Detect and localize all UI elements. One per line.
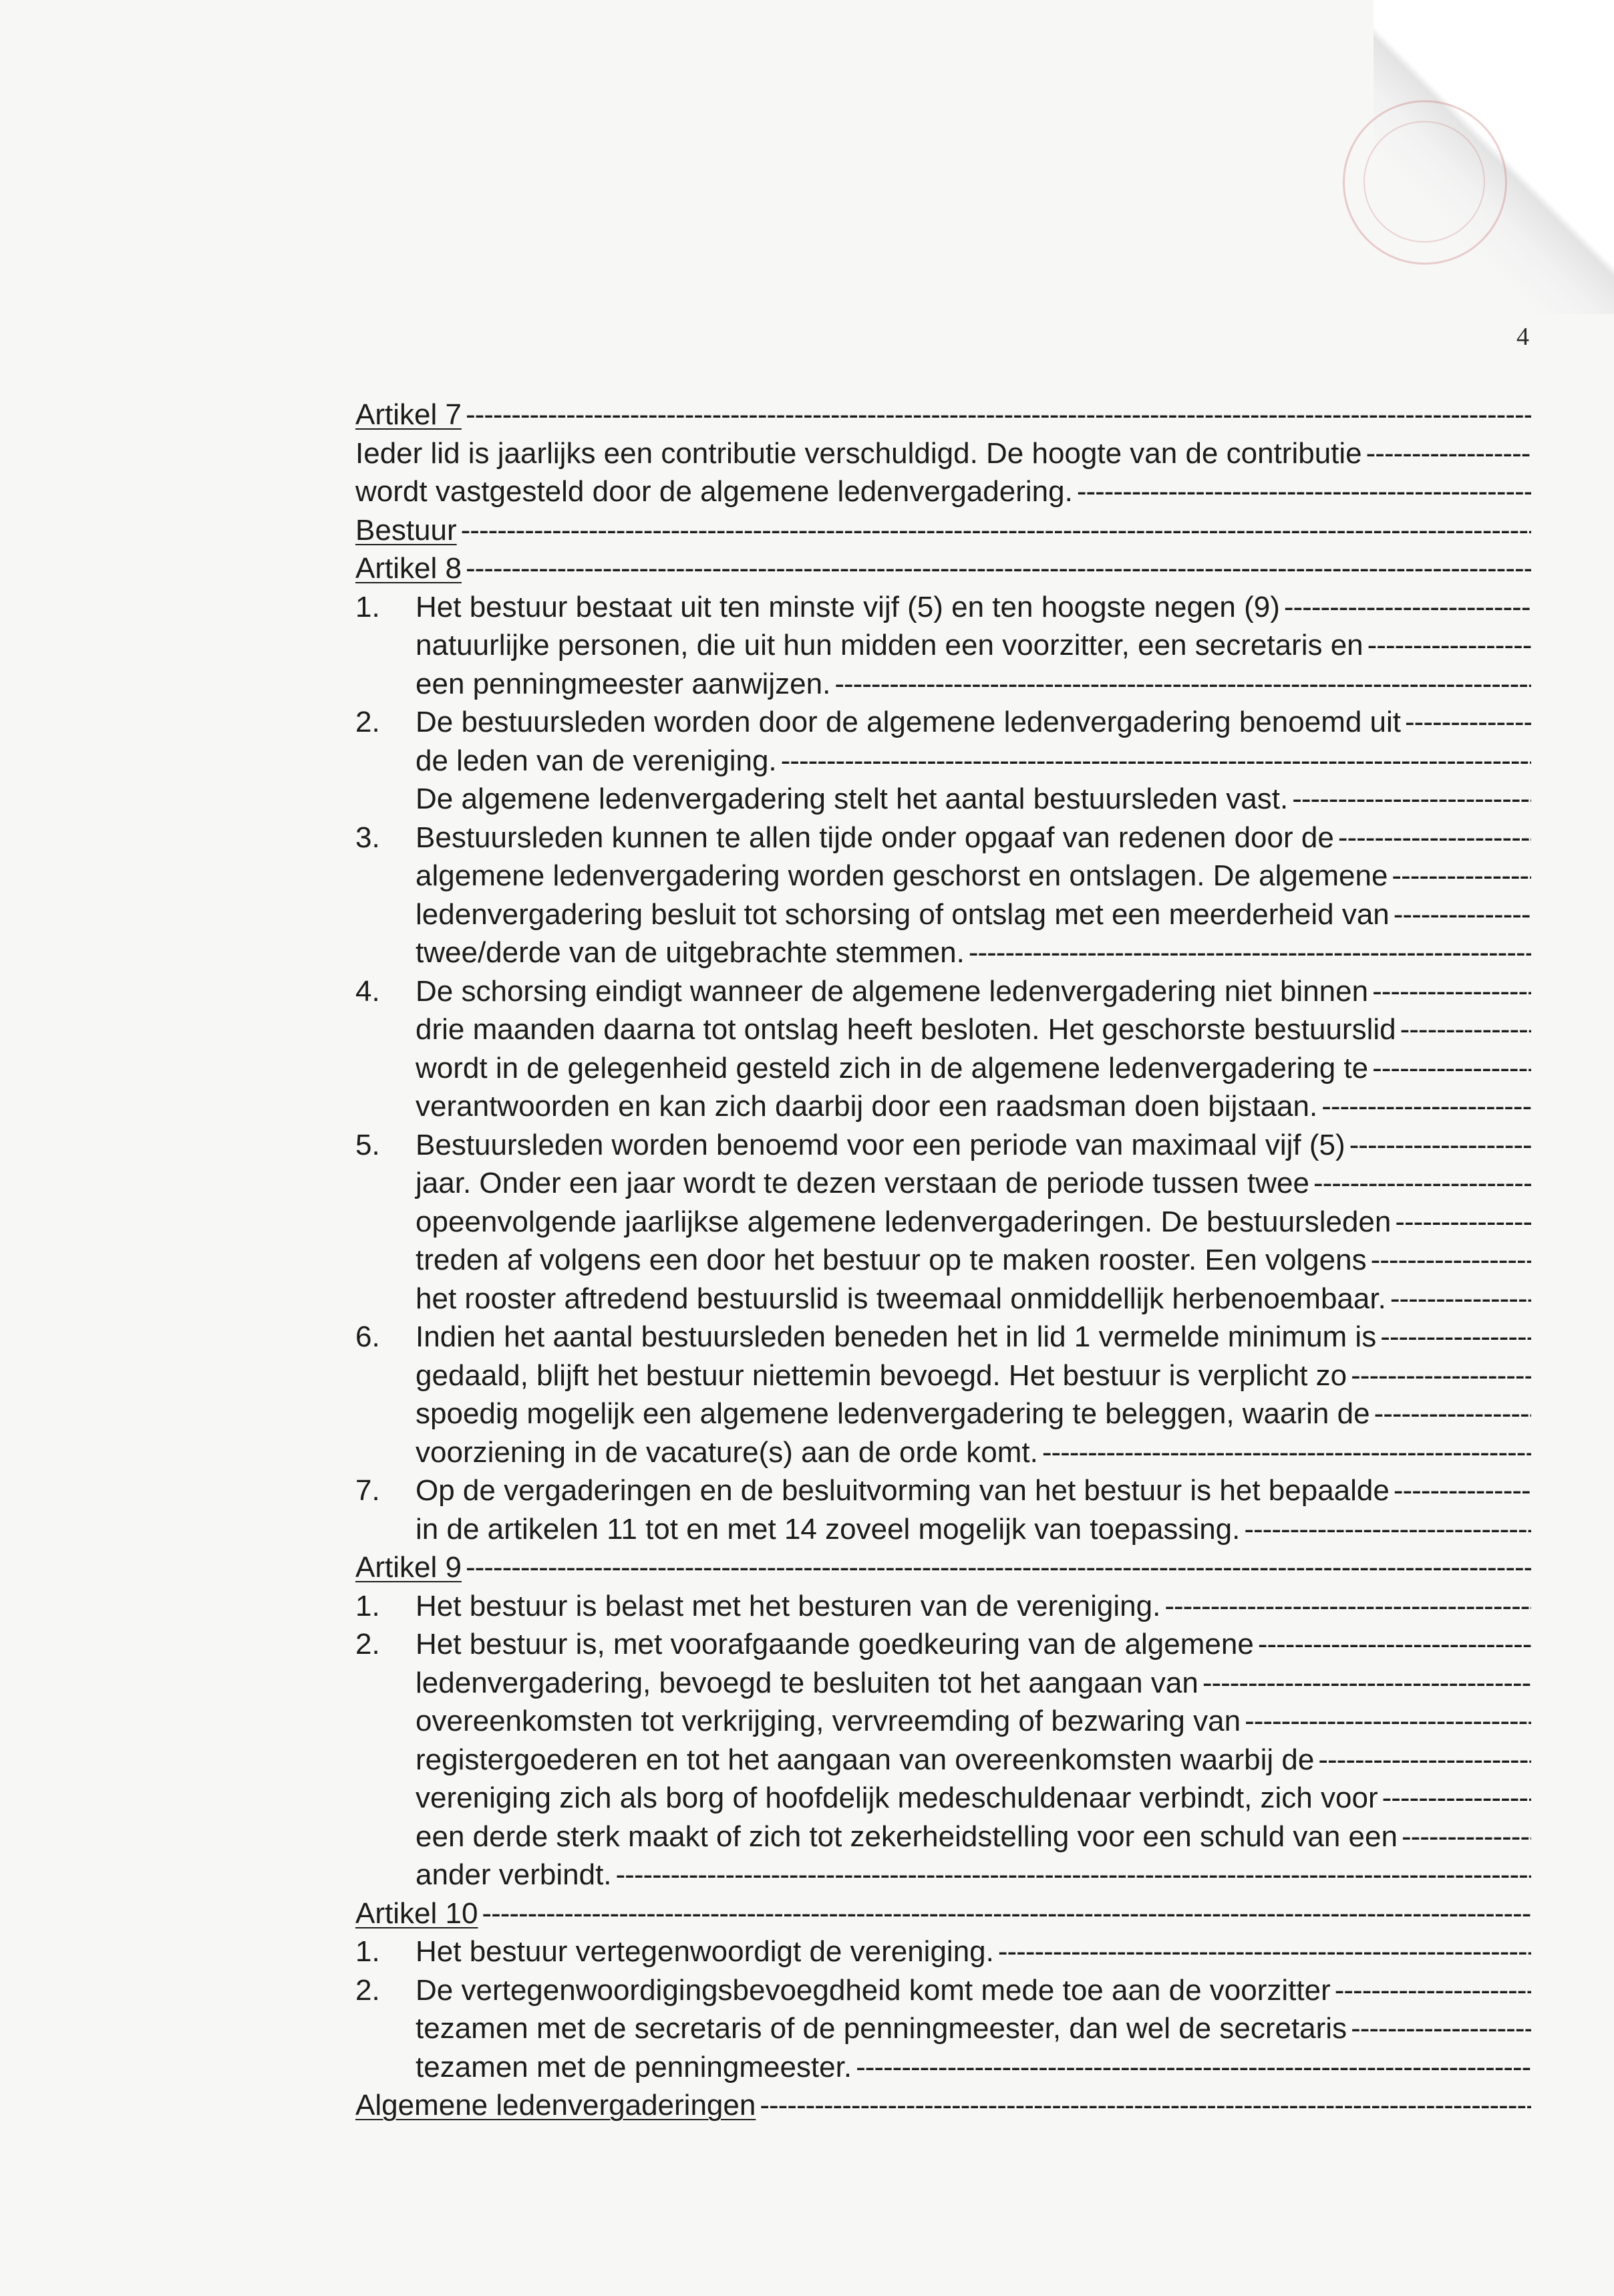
line-text: in de artikelen 11 tot en met 14 zoveel mogelijk van toepassing.	[416, 1512, 1241, 1546]
line-text: Het bestuur bestaat uit ten minste vijf (5) en ten hoogste negen (9)	[416, 590, 1280, 623]
text-line	[355, 1664, 1531, 1703]
dash-filler	[1394, 1471, 1531, 1510]
item-number: 1.	[355, 590, 380, 623]
line-text: de leden van de vereniging.	[416, 744, 777, 777]
dash-filler	[1338, 819, 1531, 857]
dash-filler	[482, 1894, 1531, 1933]
text-line	[355, 1356, 1531, 1395]
dash-filler	[834, 665, 1531, 704]
line-text: De bestuursleden worden door de algemene ledenvergadering benoemd uit	[416, 706, 1402, 738]
dash-filler	[998, 1932, 1531, 1971]
text-line	[355, 1395, 1531, 1433]
dash-filler	[1335, 1971, 1531, 2010]
dash-filler	[1372, 972, 1531, 1011]
dash-filler	[969, 934, 1531, 972]
numbered-item-line	[355, 1587, 1531, 1626]
heading-text: Algemene ledenvergaderingen	[355, 2089, 756, 2122]
dash-filler	[856, 2048, 1531, 2087]
heading-text: Artikel 9	[355, 1551, 462, 1584]
dash-filler	[1284, 588, 1531, 627]
dash-filler	[1372, 1049, 1531, 1088]
numbered-item-line	[355, 1625, 1531, 1664]
text-line	[355, 780, 1531, 819]
item-number: 1.	[355, 1935, 380, 1968]
dash-filler	[1367, 626, 1531, 665]
dash-filler	[1351, 2009, 1531, 2048]
line-text: gedaald, blijft het bestuur niettemin bevoegd. Het bestuur is verplicht zo	[416, 1358, 1347, 1392]
line-text: Bestuursleden kunnen te allen tijde onder opgaaf van redenen door de	[416, 821, 1334, 854]
text-line	[355, 1856, 1531, 1894]
line-text: een derde sterk maakt of zich tot zekerheidstelling voor een schuld van een	[416, 1820, 1398, 1853]
dash-filler	[1292, 780, 1531, 819]
text-line	[355, 1164, 1531, 1203]
text-line	[355, 1818, 1531, 1856]
text-line	[355, 1280, 1531, 1318]
line-text: De schorsing eindigt wanneer de algemene ledenvergadering niet binnen	[416, 974, 1369, 1008]
line-text: treden af volgens een door het bestuur op te maken rooster. Een volgens	[416, 1244, 1367, 1276]
numbered-item-line	[355, 1971, 1531, 2010]
numbered-item-line	[355, 819, 1531, 857]
item-number: 6.	[355, 1320, 380, 1353]
line-text: wordt in de gelegenheid gesteld zich in de algemene ledenvergadering te	[416, 1051, 1369, 1085]
text-line	[355, 1049, 1531, 1088]
text-line	[355, 1010, 1531, 1049]
dash-filler	[1374, 1395, 1531, 1433]
item-number: 1.	[355, 1589, 380, 1622]
notary-seal-stamp	[1343, 100, 1507, 265]
text-line	[355, 1203, 1531, 1242]
line-text: twee/derde van de uitgebrachte stemmen.	[416, 936, 965, 969]
line-text: drie maanden daarna tot ontslag heeft besloten. Het geschorste bestuurslid	[416, 1013, 1396, 1046]
line-text: De vertegenwoordigingsbevoegdheid komt mede toe aan de voorzitter	[416, 1973, 1331, 2007]
item-number: 7.	[355, 1474, 380, 1507]
dash-filler	[1390, 1280, 1531, 1318]
line-text: De algemene ledenvergadering stelt het aantal bestuursleden vast.	[416, 782, 1289, 815]
line-text: Het bestuur is belast met het besturen van de vereniging.	[416, 1589, 1161, 1622]
dash-filler	[1042, 1433, 1531, 1472]
text-line	[355, 626, 1531, 665]
text-line	[355, 742, 1531, 780]
text-line	[355, 1087, 1531, 1126]
line-text: algemene ledenvergadering worden geschorst en ontslagen. De algemene	[416, 859, 1388, 892]
line-text: Ieder lid is jaarlijks een contributie verschuldigd. De hoogte van de contributie	[355, 436, 1362, 470]
document-body	[355, 396, 1531, 2125]
line-text: ander verbindt.	[416, 1858, 612, 1891]
dash-filler	[1313, 1164, 1531, 1203]
dash-filler	[1077, 472, 1531, 511]
line-text: tezamen met de penningmeester.	[416, 2050, 852, 2084]
section-heading	[355, 1894, 1531, 1933]
dash-filler	[1395, 1203, 1531, 1242]
heading-text: Artikel 10	[355, 1896, 478, 1930]
numbered-item-line	[355, 1126, 1531, 1165]
dash-filler	[1351, 1356, 1531, 1395]
item-number: 2.	[355, 1628, 380, 1661]
text-line	[355, 1702, 1531, 1741]
heading-text: Artikel 7	[355, 398, 462, 431]
item-number: 3.	[355, 821, 380, 854]
line-text: het rooster aftredend bestuurslid is tweemaal onmiddellijk herbenoembaar.	[416, 1282, 1386, 1315]
dash-filler	[461, 511, 1531, 550]
line-text: Op de vergaderingen en de besluitvorming van het bestuur is het bepaalde	[416, 1474, 1390, 1507]
text-line	[355, 1510, 1531, 1549]
text-line	[355, 472, 1531, 511]
dash-filler	[760, 2086, 1531, 2125]
dash-filler	[1318, 1741, 1531, 1779]
dash-filler	[1202, 1664, 1531, 1703]
dash-filler	[466, 1548, 1531, 1587]
dash-filler	[1321, 1087, 1531, 1126]
text-line	[355, 934, 1531, 972]
heading-text: Bestuur	[355, 513, 457, 547]
line-text: registergoederen en tot het aangaan van overeenkomsten waarbij de	[416, 1743, 1315, 1776]
dash-filler	[466, 396, 1531, 434]
dash-filler	[1380, 1318, 1531, 1356]
numbered-item-line	[355, 972, 1531, 1011]
text-line	[355, 434, 1531, 473]
line-text: spoedig mogelijk een algemene ledenvergadering te beleggen, waarin de	[416, 1397, 1370, 1430]
text-line	[355, 665, 1531, 704]
dash-filler	[1402, 1818, 1531, 1856]
text-line	[355, 1433, 1531, 1472]
line-text: Het bestuur vertegenwoordigt de vereniging.	[416, 1935, 994, 1968]
dash-filler	[1382, 1779, 1531, 1818]
item-number: 2.	[355, 706, 380, 738]
section-heading	[355, 396, 1531, 434]
dash-filler	[1164, 1587, 1531, 1626]
page-number: 4	[1516, 323, 1529, 351]
dash-filler	[1371, 1241, 1531, 1280]
dash-filler	[1405, 703, 1531, 742]
numbered-item-line	[355, 703, 1531, 742]
numbered-item-line	[355, 588, 1531, 627]
line-text: Het bestuur is, met voorafgaande goedkeuring van de algemene	[416, 1628, 1254, 1661]
heading-text: Artikel 8	[355, 552, 462, 585]
item-number: 5.	[355, 1128, 380, 1161]
line-text: opeenvolgende jaarlijkse algemene ledenvergaderingen. De bestuursleden	[416, 1205, 1392, 1238]
text-line	[355, 1779, 1531, 1818]
line-text: ledenvergadering, bevoegd te besluiten tot het aangaan van	[416, 1666, 1198, 1699]
dash-filler	[1258, 1625, 1531, 1664]
text-line	[355, 2048, 1531, 2087]
line-text: ledenvergadering besluit tot schorsing of ontslag met een meerderheid van	[416, 897, 1390, 931]
dash-filler	[1392, 857, 1531, 895]
dash-filler	[466, 549, 1531, 588]
dash-filler	[781, 742, 1531, 780]
dash-filler	[1400, 1010, 1531, 1049]
item-number: 4.	[355, 974, 380, 1008]
numbered-item-line	[355, 1318, 1531, 1356]
numbered-item-line	[355, 1932, 1531, 1971]
line-text: verantwoorden en kan zich daarbij door een raadsman doen bijstaan.	[416, 1090, 1318, 1123]
dash-filler	[1366, 434, 1531, 473]
text-line	[355, 2009, 1531, 2048]
line-text: natuurlijke personen, die uit hun midden een voorzitter, een secretaris en	[416, 629, 1363, 662]
line-text: Indien het aantal bestuursleden beneden het in lid 1 vermelde minimum is	[416, 1320, 1377, 1353]
line-text: een penningmeester aanwijzen.	[416, 667, 831, 700]
line-text: wordt vastgesteld door de algemene ledenvergadering.	[355, 475, 1073, 508]
section-heading	[355, 2086, 1531, 2125]
line-text: jaar. Onder een jaar wordt te dezen verstaan de periode tussen twee	[416, 1167, 1309, 1199]
line-text: tezamen met de secretaris of de penningmeester, dan wel de secretaris	[416, 2012, 1347, 2045]
text-line	[355, 1241, 1531, 1280]
line-text: Bestuursleden worden benoemd voor een periode van maximaal vijf (5)	[416, 1128, 1345, 1161]
dash-filler	[1394, 895, 1531, 934]
dash-filler	[1349, 1126, 1531, 1165]
dash-filler	[1244, 1510, 1531, 1549]
text-line	[355, 1741, 1531, 1779]
section-heading	[355, 1548, 1531, 1587]
text-line	[355, 895, 1531, 934]
dash-filler	[1245, 1702, 1531, 1741]
numbered-item-line	[355, 1471, 1531, 1510]
section-heading	[355, 549, 1531, 588]
item-number: 2.	[355, 1973, 380, 2007]
dash-filler	[616, 1856, 1531, 1894]
line-text: overeenkomsten tot verkrijging, vervreemding of bezwaring van	[416, 1705, 1241, 1737]
line-text: voorziening in de vacature(s) aan de orde komt.	[416, 1435, 1038, 1469]
text-line	[355, 857, 1531, 895]
section-heading	[355, 511, 1531, 550]
line-text: vereniging zich als borg of hoofdelijk medeschuldenaar verbindt, zich voor	[416, 1781, 1378, 1814]
